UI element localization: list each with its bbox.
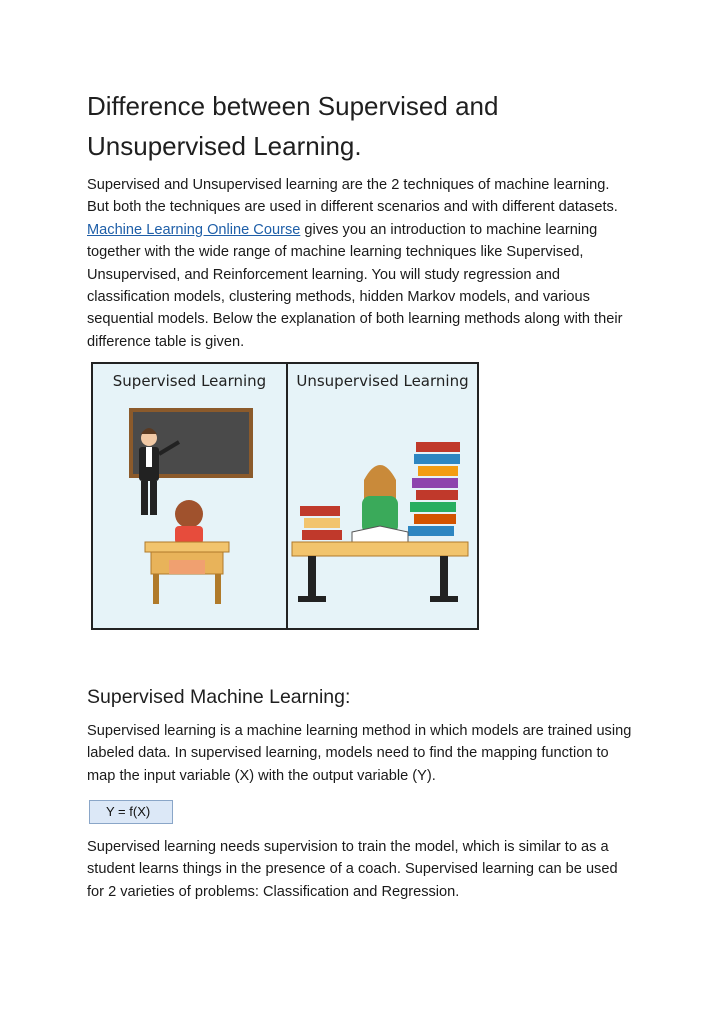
page-title: Difference between Supervised and Unsupervised Learning.	[87, 91, 499, 161]
intro-text-start: Supervised and Unsupervised learning are the 2 techniques of machine learning. But both the techniques are used in different scenarios and with different datasets.	[87, 177, 618, 216]
section-heading: Supervised Machine Learning:	[87, 686, 351, 708]
student-books-image	[288, 364, 477, 628]
teacher-classroom-image	[93, 364, 286, 628]
learning-illustration	[91, 362, 479, 630]
course-link[interactable]: Machine Learning Online Course	[87, 221, 301, 238]
formula-box: Y = f(X)	[89, 800, 173, 824]
unsupervised-label: Unsupervised Learning	[296, 372, 469, 390]
unsupervised-panel	[288, 364, 477, 628]
supervised-explanation: Supervised learning needs supervision to train the model, which is similar to as a student learns things in the presence of a coach. Supervised learning can be used for 2 varieties of problems: Classification and Regression.	[87, 839, 618, 900]
supervised-panel	[93, 364, 288, 628]
supervised-label: Supervised Learning	[112, 372, 267, 390]
intro-text-end: gives you an introduction to machine learning together with the wide range of machine learning techniques like Supervised, Unsupervised, and Reinforcement learning. You will study regression and classification models, clustering methods, hidden Markov models, and various sequential models. Below the explanation of both learning methods along with their difference table is given.	[87, 221, 623, 350]
intro-paragraph	[87, 174, 635, 353]
supervised-definition: Supervised learning is a machine learning method in which models are trained using labeled data. In supervised learning, models need to find the mapping function to map the input variable (X) with the output variable (Y).	[87, 723, 632, 784]
